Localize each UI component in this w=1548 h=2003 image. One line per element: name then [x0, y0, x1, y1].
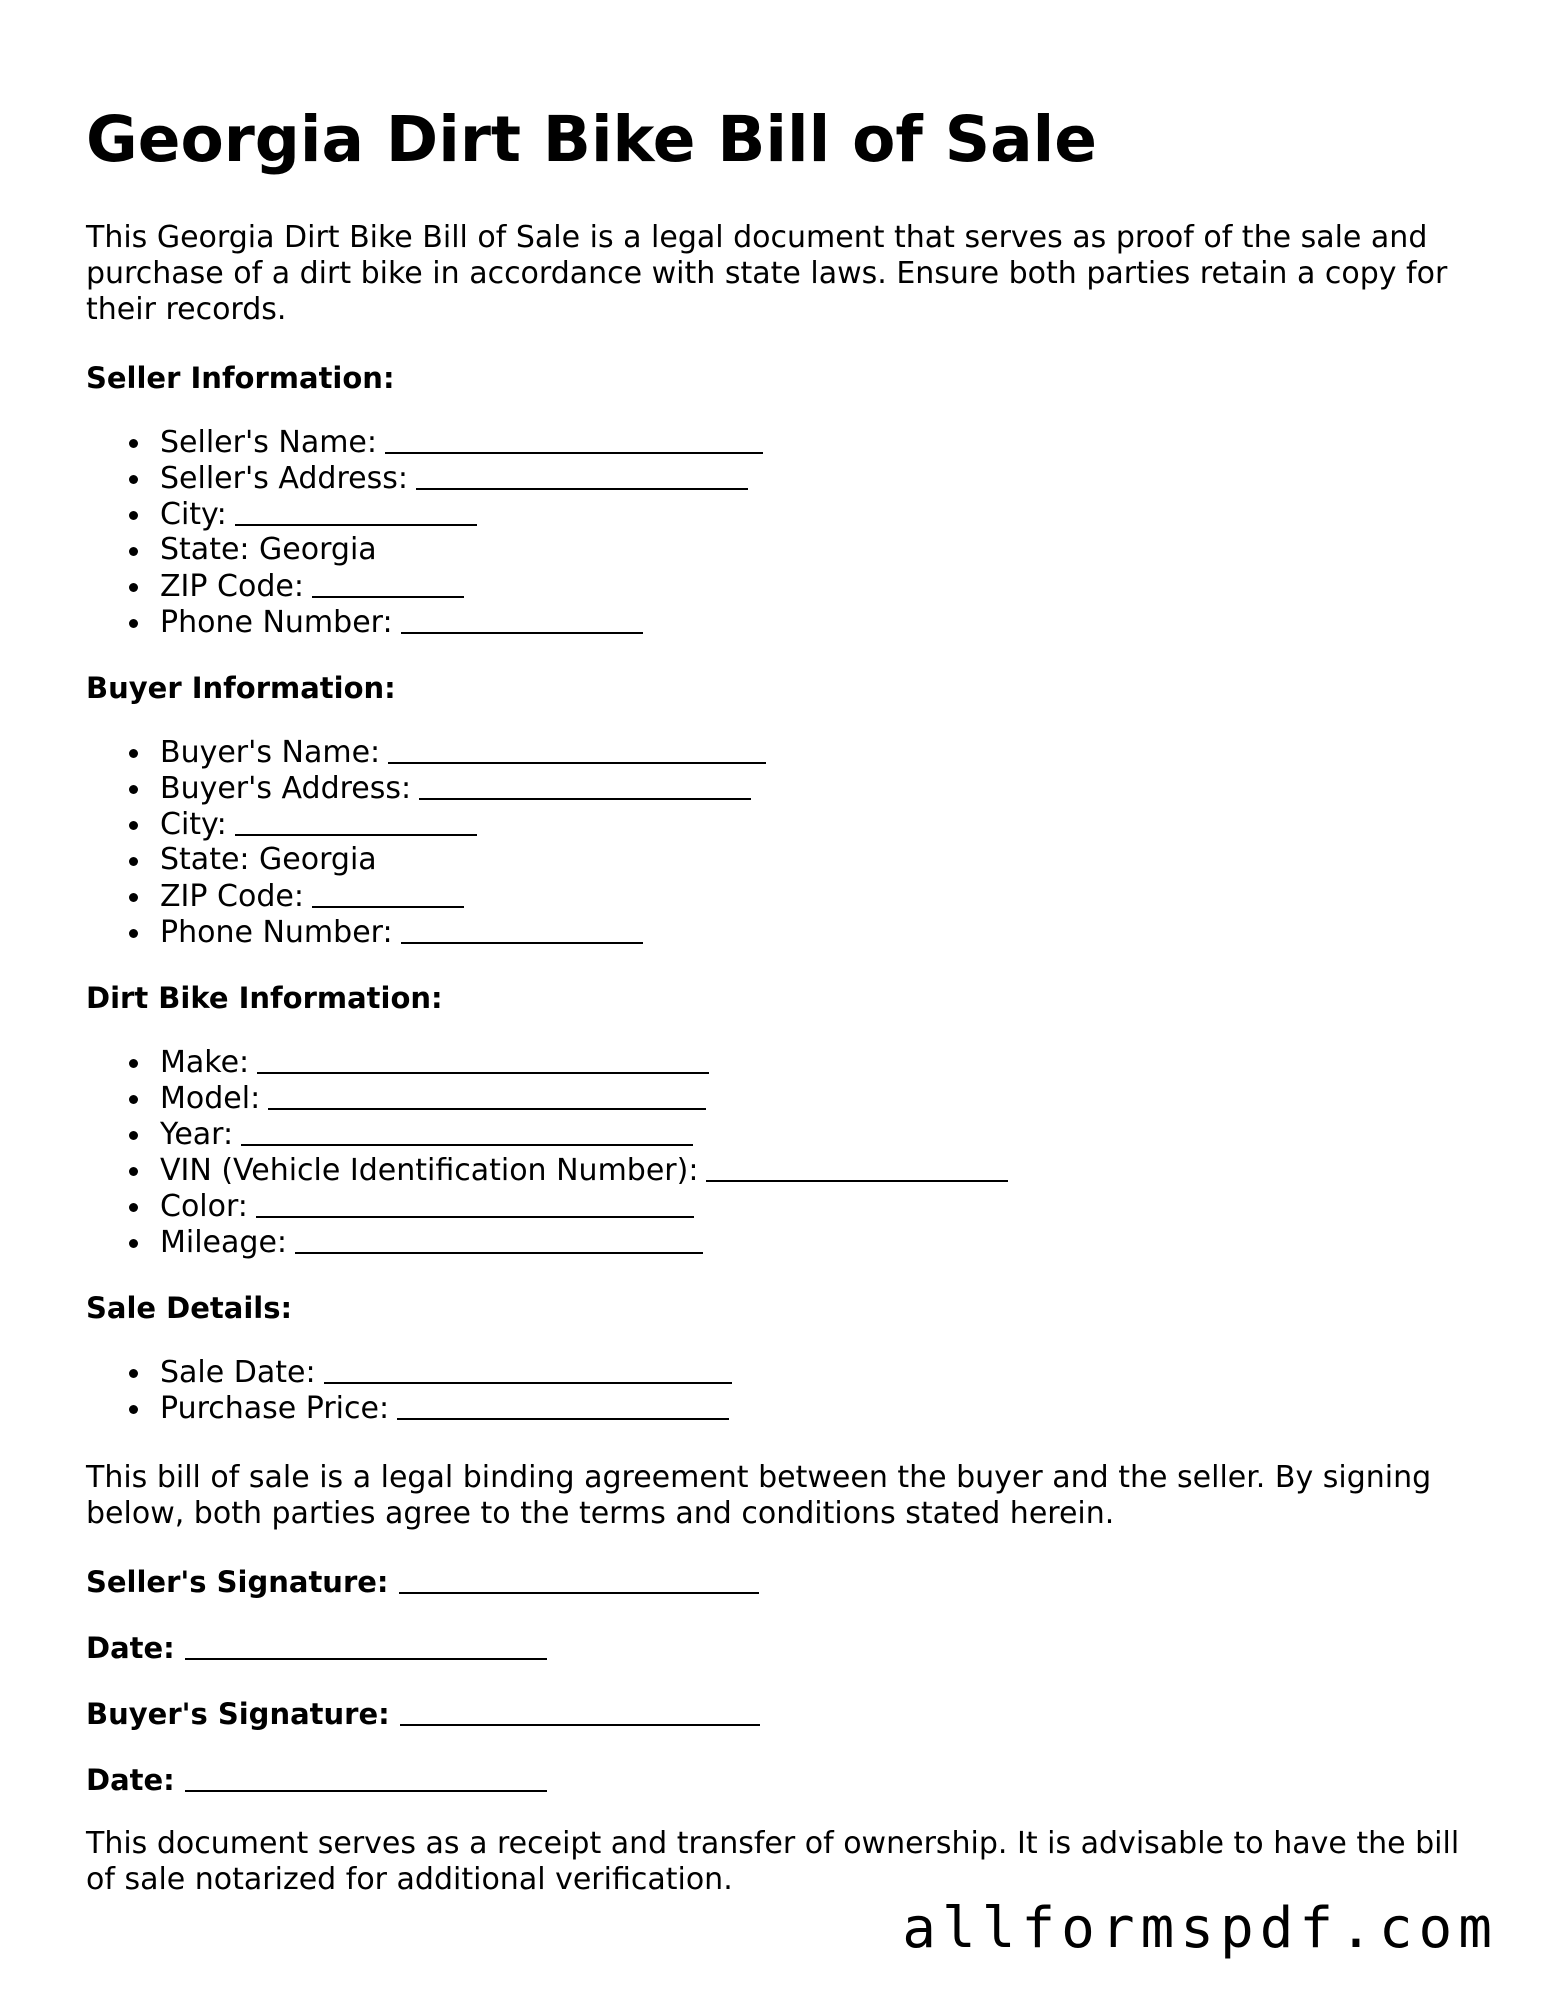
- seller-signature-label: Seller's Signature:: [86, 1565, 389, 1599]
- bike-color-field[interactable]: [86, 1188, 1008, 1224]
- field-blank[interactable]: [397, 1390, 729, 1420]
- buyer-heading: Buyer Information:: [86, 671, 396, 705]
- buyer-city-field[interactable]: [86, 806, 766, 842]
- field-label: Buyer's Address:: [160, 771, 412, 806]
- field-blank[interactable]: [295, 1224, 703, 1254]
- seller-city-field[interactable]: [86, 496, 763, 532]
- field-blank[interactable]: [385, 424, 763, 454]
- field-blank[interactable]: [268, 1080, 706, 1110]
- bike-make-field[interactable]: [86, 1044, 1008, 1080]
- seller-signature-line[interactable]: [86, 1564, 759, 1600]
- seller-phone-field[interactable]: [86, 604, 763, 640]
- field-label: Buyer's Name:: [160, 735, 381, 770]
- field-label: VIN (Vehicle Identification Number):: [160, 1153, 699, 1188]
- field-label: State: Georgia: [160, 842, 377, 877]
- field-label: Sale Date:: [160, 1355, 316, 1390]
- field-label: Make:: [160, 1045, 250, 1080]
- field-label: Model:: [160, 1081, 261, 1116]
- field-label: State: Georgia: [160, 532, 377, 567]
- bike-heading: Dirt Bike Information:: [86, 981, 443, 1015]
- date-blank[interactable]: [185, 1630, 547, 1660]
- field-blank[interactable]: [388, 734, 766, 764]
- buyer-date-label: Date:: [86, 1763, 175, 1797]
- buyer-address-field[interactable]: [86, 770, 766, 806]
- closing-paragraph: This document serves as a receipt and transfer of ownership. It is advisable to have the bill of sale notarized for additional verification.: [86, 1826, 1460, 1897]
- field-blank[interactable]: [312, 568, 464, 598]
- field-blank[interactable]: [235, 806, 477, 836]
- buyer-date-line[interactable]: [86, 1762, 547, 1798]
- buyer-zip-field[interactable]: [86, 878, 766, 914]
- signature-blank[interactable]: [399, 1564, 759, 1594]
- field-label: Seller's Name:: [160, 425, 377, 460]
- bike-model-field[interactable]: [86, 1080, 1008, 1116]
- field-blank[interactable]: [257, 1044, 709, 1074]
- field-blank[interactable]: [401, 604, 643, 634]
- bike-mileage-field[interactable]: [86, 1224, 1008, 1260]
- page-title: Georgia Dirt Bike Bill of Sale: [86, 103, 1097, 176]
- field-blank[interactable]: [312, 878, 464, 908]
- intro-paragraph: This Georgia Dirt Bike Bill of Sale is a legal document that serves as proof of the sale and purchase of a dirt bike in accordance with state laws. Ensure both parties retain a copy for their records.: [86, 220, 1448, 327]
- buyer-name-field[interactable]: [86, 734, 766, 770]
- field-label: Seller's Address:: [160, 461, 408, 496]
- buyer-phone-field[interactable]: [86, 914, 766, 950]
- signature-blank[interactable]: [400, 1696, 760, 1726]
- field-blank[interactable]: [324, 1354, 732, 1384]
- sale-heading: Sale Details:: [86, 1291, 293, 1325]
- bike-year-field[interactable]: [86, 1116, 1008, 1152]
- field-label: Phone Number:: [160, 605, 393, 640]
- seller-address-field[interactable]: [86, 460, 763, 496]
- bike-vin-field[interactable]: [86, 1152, 1008, 1188]
- seller-fields: [86, 424, 763, 640]
- field-label: ZIP Code:: [160, 569, 304, 604]
- seller-zip-field[interactable]: [86, 568, 763, 604]
- buyer-signature-label: Buyer's Signature:: [86, 1697, 390, 1731]
- field-label: City:: [160, 807, 227, 842]
- field-label: Color:: [160, 1189, 248, 1224]
- watermark-text: allformspdf.com: [902, 1896, 1498, 1961]
- field-label: ZIP Code:: [160, 879, 304, 914]
- seller-name-field[interactable]: [86, 424, 763, 460]
- purchase-price-field[interactable]: [86, 1390, 732, 1426]
- field-label: Purchase Price:: [160, 1391, 390, 1426]
- field-blank[interactable]: [235, 496, 477, 526]
- field-blank[interactable]: [241, 1116, 693, 1146]
- sale-fields: [86, 1354, 732, 1426]
- field-blank[interactable]: [416, 460, 748, 490]
- agreement-paragraph: This bill of sale is a legal binding agreement between the buyer and the seller. By signing below, both parties agree to the terms and conditions stated herein.: [86, 1460, 1432, 1531]
- field-label: Year:: [160, 1117, 234, 1152]
- field-blank[interactable]: [419, 770, 751, 800]
- seller-heading: Seller Information:: [86, 361, 395, 395]
- buyer-state-field: [86, 842, 766, 878]
- date-blank[interactable]: [185, 1762, 547, 1792]
- field-label: Mileage:: [160, 1225, 288, 1260]
- seller-date-line[interactable]: [86, 1630, 547, 1666]
- field-blank[interactable]: [706, 1152, 1008, 1182]
- sale-date-field[interactable]: [86, 1354, 732, 1390]
- field-blank[interactable]: [401, 914, 643, 944]
- field-label: City:: [160, 497, 227, 532]
- buyer-signature-line[interactable]: [86, 1696, 760, 1732]
- seller-date-label: Date:: [86, 1631, 175, 1665]
- seller-state-field: [86, 532, 763, 568]
- field-blank[interactable]: [256, 1188, 694, 1218]
- bike-fields: [86, 1044, 1008, 1260]
- buyer-fields: [86, 734, 766, 950]
- field-label: Phone Number:: [160, 915, 393, 950]
